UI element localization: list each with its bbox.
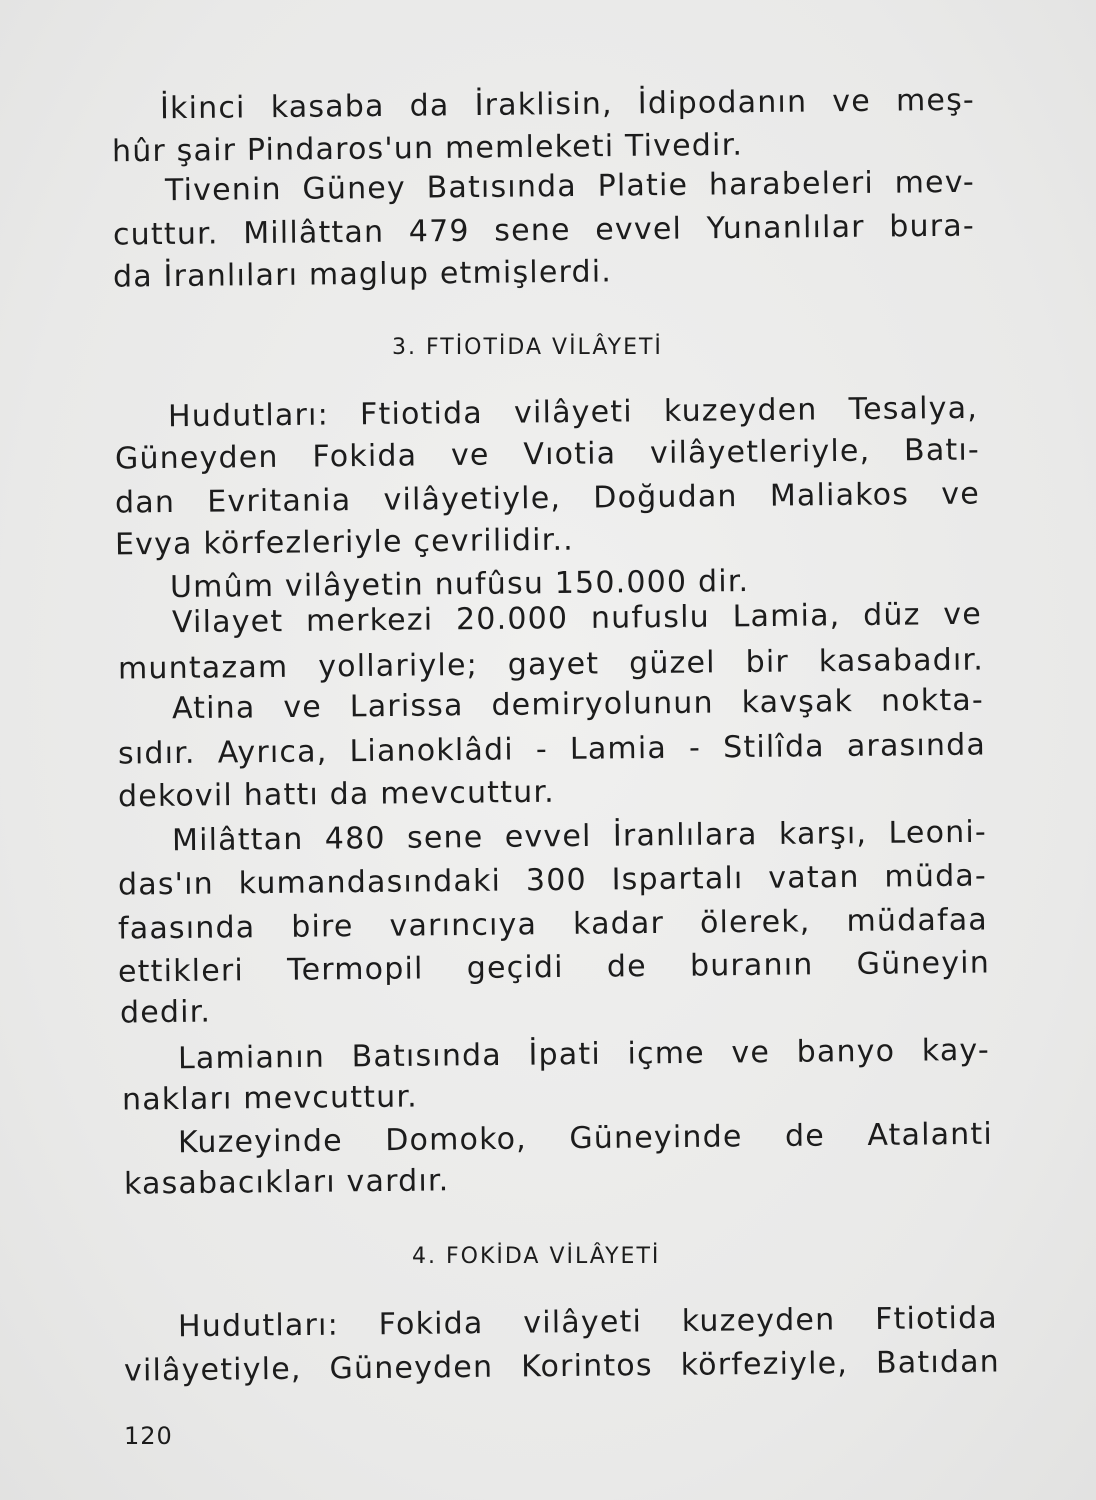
text-line: nakları mevcuttur. bbox=[121, 1079, 419, 1118]
word: 300 bbox=[525, 862, 588, 899]
word: ve bbox=[731, 1035, 771, 1071]
text-line: da İranlıları maglup etmişlerdi. bbox=[112, 254, 613, 295]
text-line: Evya körfezleriyle çevrilidir.. bbox=[114, 522, 575, 563]
word: sene bbox=[406, 820, 484, 856]
page-number: 120 bbox=[124, 1422, 173, 1450]
text-line bbox=[117, 858, 988, 903]
word: Güneyden bbox=[329, 1349, 494, 1387]
word: Ispartalı bbox=[611, 861, 744, 898]
word: sıdır. bbox=[117, 735, 196, 772]
word: İpati bbox=[528, 1036, 602, 1073]
word: Ftiotida bbox=[874, 1300, 999, 1337]
word: vilâyetiyle, bbox=[123, 1351, 302, 1389]
text-line bbox=[164, 164, 976, 209]
word: içme bbox=[627, 1035, 705, 1072]
word: Ayrıca, bbox=[217, 734, 328, 771]
word: banyo bbox=[796, 1033, 896, 1070]
word: merkezi bbox=[305, 602, 434, 639]
text-line bbox=[171, 814, 988, 859]
word: kadar bbox=[572, 905, 665, 942]
word: geçidi bbox=[466, 949, 564, 986]
word: Güney bbox=[302, 170, 407, 207]
text-line bbox=[177, 1116, 994, 1161]
word: kavşak bbox=[741, 684, 854, 721]
word: evvel bbox=[504, 818, 592, 855]
word: de bbox=[784, 1118, 826, 1154]
word: vilâyeti bbox=[513, 394, 633, 431]
text-line bbox=[117, 945, 991, 990]
word: ve bbox=[450, 437, 490, 474]
word: Yunanlılar bbox=[706, 209, 865, 247]
word: bura- bbox=[889, 208, 976, 245]
word: dan bbox=[114, 484, 176, 521]
word: Fokida bbox=[312, 438, 418, 475]
section-heading: 4. FOKİDA VİLÂYETİ bbox=[412, 1244, 661, 1269]
word: ve bbox=[832, 83, 872, 120]
word: Atalanti bbox=[867, 1116, 994, 1154]
word: 479 bbox=[408, 213, 470, 250]
word: Termopil bbox=[286, 951, 424, 988]
text-line bbox=[177, 1300, 999, 1345]
section-heading: 3. FTİOTİDA VİLÂYETİ bbox=[392, 335, 663, 360]
word: Hudutları: bbox=[177, 1307, 340, 1345]
word: ve bbox=[941, 476, 981, 512]
word: ve bbox=[283, 689, 323, 726]
word: meş- bbox=[895, 82, 976, 119]
word: Tivenin bbox=[164, 172, 282, 209]
text-line bbox=[177, 1032, 991, 1077]
word: Atina bbox=[171, 690, 256, 727]
word: Maliakos bbox=[769, 477, 910, 514]
text-line bbox=[114, 476, 981, 521]
word: Lamia, bbox=[732, 598, 841, 635]
word: Ftiotida bbox=[359, 395, 484, 433]
word: kasabadır. bbox=[818, 642, 985, 680]
word: ölerek, bbox=[699, 904, 811, 941]
word: Tesalya, bbox=[848, 390, 979, 428]
word: İranlılara bbox=[612, 817, 758, 854]
text-line: dedir. bbox=[119, 994, 212, 1031]
text-line bbox=[171, 596, 983, 641]
word: ettikleri bbox=[117, 953, 245, 990]
word: Batısında bbox=[351, 1037, 503, 1075]
word: bir bbox=[745, 644, 790, 680]
text-line bbox=[117, 642, 985, 687]
word: kuzeyden bbox=[681, 1302, 836, 1340]
word: gayet bbox=[507, 646, 600, 683]
word: Fokida bbox=[378, 1306, 484, 1343]
word: Korintos bbox=[520, 1348, 653, 1385]
word: nokta- bbox=[880, 682, 985, 719]
text-line bbox=[117, 727, 987, 772]
word: demiryolunun bbox=[491, 685, 714, 723]
word: das'ın bbox=[117, 866, 215, 903]
text-line bbox=[112, 208, 976, 253]
text-line: kasabacıkları vardır. bbox=[123, 1163, 450, 1202]
word: harabeleri bbox=[708, 165, 875, 203]
word: kumandasındaki bbox=[238, 863, 502, 902]
word: arasında bbox=[846, 727, 987, 764]
word: yollariyle; bbox=[318, 647, 479, 685]
word: Lianoklâdi bbox=[349, 732, 514, 770]
word: bire bbox=[291, 909, 354, 945]
word: Platie bbox=[597, 167, 689, 204]
word: Lamia bbox=[569, 730, 668, 767]
word: buranın bbox=[689, 947, 814, 984]
word: karşı, bbox=[778, 815, 868, 852]
word: düz bbox=[862, 597, 921, 634]
text-line bbox=[171, 682, 985, 727]
text-line bbox=[159, 82, 976, 127]
word: Millâttan bbox=[243, 214, 385, 252]
text-line: Umûm vilâyetin nufûsu 150.000 dir. bbox=[169, 563, 750, 606]
word: Vilayet bbox=[171, 604, 284, 641]
text-line bbox=[123, 1344, 1001, 1389]
text-line bbox=[114, 432, 981, 477]
word: Kuzeyinde bbox=[177, 1123, 344, 1161]
word: - bbox=[535, 732, 549, 768]
word: körfeziyle, bbox=[680, 1346, 849, 1383]
word: da bbox=[409, 88, 450, 124]
word: Doğudan bbox=[593, 479, 738, 516]
word: kay- bbox=[921, 1032, 991, 1069]
text-line bbox=[167, 390, 979, 435]
word: vilâyeti bbox=[523, 1304, 643, 1341]
word: Milâttan bbox=[171, 821, 304, 859]
word: İkinci bbox=[159, 90, 246, 127]
word: muntazam bbox=[117, 649, 289, 687]
word: Güneyinde bbox=[569, 1119, 743, 1157]
word: evvel bbox=[595, 211, 683, 248]
word: ve bbox=[943, 596, 983, 633]
word: İdipodanın bbox=[637, 84, 808, 122]
word: cuttur. bbox=[112, 216, 219, 253]
word: Larissa bbox=[349, 688, 464, 725]
word: 480 bbox=[324, 821, 386, 857]
word: Evritania bbox=[207, 483, 352, 520]
word: müdafaa bbox=[846, 902, 989, 939]
word: Batıdan bbox=[875, 1344, 1001, 1381]
word: vilâyetleriyle, bbox=[649, 433, 871, 471]
word: mev- bbox=[894, 164, 976, 201]
word: Leoni- bbox=[888, 814, 988, 851]
text-line: dekovil hattı da mevcuttur. bbox=[117, 774, 556, 815]
word: Domoko, bbox=[385, 1121, 528, 1159]
text-line: hûr şair Pindaros'un memleketi Tivedir. bbox=[111, 127, 744, 170]
word: müda- bbox=[884, 858, 988, 895]
word: Güneyin bbox=[856, 945, 991, 982]
word: Stilîda bbox=[722, 729, 825, 766]
word: vatan bbox=[768, 859, 860, 896]
word: Güneyden bbox=[114, 439, 279, 477]
word: kuzeyden bbox=[663, 392, 818, 430]
word: sene bbox=[494, 212, 571, 249]
word: güzel bbox=[628, 645, 716, 682]
word: nufuslu bbox=[590, 599, 711, 636]
text-line bbox=[117, 902, 989, 947]
word: 20.000 bbox=[455, 601, 569, 638]
word: faasında bbox=[117, 910, 256, 947]
word: Batı- bbox=[903, 432, 981, 469]
word: kasaba bbox=[270, 88, 385, 126]
word: Batısında bbox=[426, 168, 578, 206]
word: de bbox=[606, 949, 647, 985]
word: vilâyetiyle, bbox=[383, 480, 562, 518]
word: Lamianın bbox=[177, 1039, 326, 1077]
word: - bbox=[688, 730, 702, 766]
word: varıncıya bbox=[389, 907, 538, 944]
word: İraklisin, bbox=[474, 86, 613, 123]
word: Hudutları: bbox=[167, 397, 330, 435]
word: Vıotia bbox=[523, 436, 617, 473]
